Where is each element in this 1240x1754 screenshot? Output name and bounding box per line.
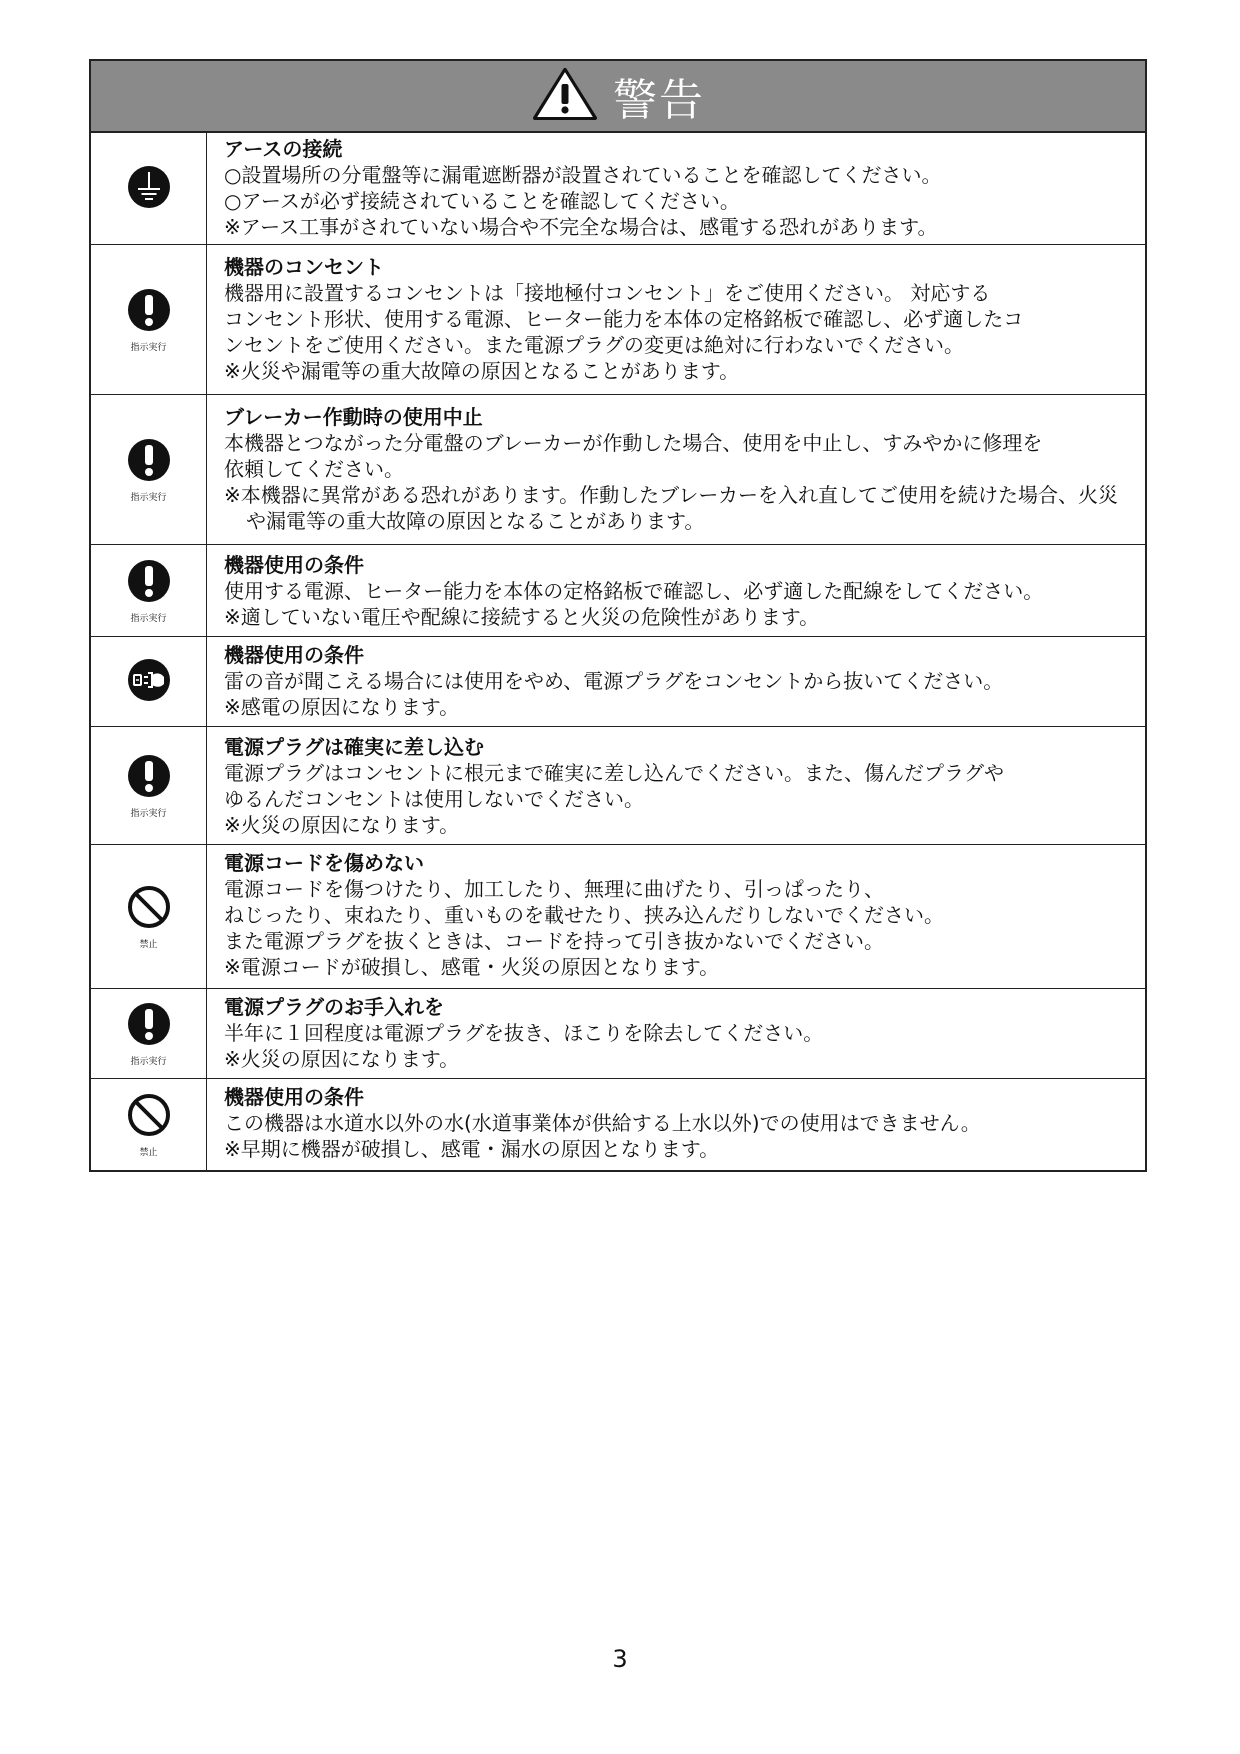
item-title: ブレーカー作動時の使用中止 xyxy=(224,405,483,429)
item-title: 電源プラグは確実に差し込む xyxy=(224,735,484,759)
item-note: ※火災の原因になります。 xyxy=(224,813,460,837)
warning-row xyxy=(91,844,1145,988)
prohibition-icon xyxy=(126,1092,172,1142)
item-line: ○アースが必ず接続されていることを確認してください。 xyxy=(224,189,740,213)
row-text-cell xyxy=(207,989,1145,1078)
mandatory-action-icon xyxy=(126,287,172,337)
warning-header xyxy=(91,61,1145,133)
row-text-cell xyxy=(207,1079,1145,1170)
row-text-cell xyxy=(207,845,1145,988)
item-line: 雷の音が聞こえる場合には使用をやめ、電源プラグをコンセントから抜いてください。 xyxy=(224,669,1004,693)
icon-caption: 禁止 xyxy=(139,1147,158,1158)
icon-caption: 禁止 xyxy=(139,939,158,950)
warning-row xyxy=(91,988,1145,1078)
row-icon-cell xyxy=(91,845,207,988)
item-note: ※適していない電圧や配線に接続すると火災の危険性があります。 xyxy=(224,605,820,629)
warning-row xyxy=(91,544,1145,636)
row-icon-cell xyxy=(91,1079,207,1170)
ground-icon xyxy=(126,164,172,214)
item-note: ※電源コードが破損し、感電・火災の原因となります。 xyxy=(224,955,720,979)
prohibition-icon xyxy=(126,884,172,934)
warning-triangle-icon xyxy=(531,66,599,126)
warning-row xyxy=(91,133,1145,244)
row-text-cell xyxy=(207,637,1145,726)
item-line: ○設置場所の分電盤等に漏電遮断器が設置されていることを確認してください。 xyxy=(224,163,942,187)
item-line: コンセント形状、使用する電源、ヒーター能力を本体の定格銘板で確認し、必ず適したコ xyxy=(224,307,1024,331)
item-note: ※本機器に異常がある恐れがあります。作動したブレーカーを入れ直してご使用を続けた場合、火災や漏電等の重大故障の原因となることがあります。 xyxy=(224,483,1118,533)
icon-caption: 指示実行 xyxy=(130,613,167,624)
warning-row xyxy=(91,726,1145,844)
icon-caption: 指示実行 xyxy=(130,492,167,503)
warning-table xyxy=(89,59,1147,1172)
item-line: 半年に１回程度は電源プラグを抜き、ほこりを除去してください。 xyxy=(224,1021,824,1045)
row-icon-cell xyxy=(91,545,207,636)
item-title: 機器のコンセント xyxy=(224,255,384,279)
mandatory-action-icon xyxy=(126,437,172,487)
row-icon-cell xyxy=(91,245,207,394)
item-line: 使用する電源、ヒーター能力を本体の定格銘板で確認し、必ず適した配線をしてください。 xyxy=(224,579,1044,603)
item-line: 電源コードを傷つけたり、加工したり、無理に曲げたり、引っぱったり、 xyxy=(224,877,884,901)
icon-caption: 指示実行 xyxy=(130,808,167,819)
item-title: 電源プラグのお手入れを xyxy=(224,995,444,1019)
unplug-icon xyxy=(126,657,172,707)
item-title: アースの接続 xyxy=(224,137,343,161)
item-title: 機器使用の条件 xyxy=(224,553,364,577)
row-text-cell xyxy=(207,545,1145,636)
icon-caption: 指示実行 xyxy=(130,1056,167,1067)
item-note: ※火災や漏電等の重大故障の原因となることがあります。 xyxy=(224,359,740,383)
icon-caption: 指示実行 xyxy=(130,342,167,353)
row-text-cell xyxy=(207,395,1145,544)
item-title: 機器使用の条件 xyxy=(224,643,364,667)
row-icon-cell xyxy=(91,395,207,544)
row-icon-cell xyxy=(91,637,207,726)
item-line: ねじったり、束ねたり、重いものを載せたり、挟み込んだりしないでください。 xyxy=(224,903,944,927)
warning-row xyxy=(91,1078,1145,1170)
item-note: ※アース工事がされていない場合や不完全な場合は、感電する恐れがあります。 xyxy=(224,215,938,239)
item-note: ※早期に機器が破損し、感電・漏水の原因となります。 xyxy=(224,1137,720,1161)
row-text-cell xyxy=(207,133,1145,244)
item-line: また電源プラグを抜くときは、コードを持って引き抜かないでください。 xyxy=(224,929,884,953)
item-line: ゆるんだコンセントは使用しないでください。 xyxy=(224,787,644,811)
item-title: 機器使用の条件 xyxy=(224,1085,364,1109)
page-number: 3 xyxy=(612,1645,628,1673)
item-line: ンセントをご使用ください。また電源プラグの変更は絶対に行わないでください。 xyxy=(224,333,964,357)
item-line: 依頼してください。 xyxy=(224,457,404,481)
row-icon-cell xyxy=(91,727,207,844)
mandatory-action-icon xyxy=(126,1001,172,1051)
row-icon-cell xyxy=(91,989,207,1078)
item-line: 電源プラグはコンセントに根元まで確実に差し込んでください。また、傷んだプラグや xyxy=(224,761,1004,785)
warning-row xyxy=(91,394,1145,544)
item-line: 本機器とつながった分電盤のブレーカーが作動した場合、使用を中止し、すみやかに修理を xyxy=(224,431,1043,455)
item-note: ※感電の原因になります。 xyxy=(224,695,460,719)
warning-row xyxy=(91,636,1145,726)
warning-title: 警告 xyxy=(613,75,705,126)
item-note: ※火災の原因になります。 xyxy=(224,1047,460,1071)
item-title: 電源コードを傷めない xyxy=(224,851,424,875)
mandatory-action-icon xyxy=(126,558,172,608)
item-line: 機器用に設置するコンセントは「接地極付コンセント」をご使用ください。 対応する xyxy=(224,281,991,305)
row-text-cell xyxy=(207,727,1145,844)
row-icon-cell xyxy=(91,133,207,244)
warning-row xyxy=(91,244,1145,394)
row-text-cell xyxy=(207,245,1145,394)
warning-items xyxy=(91,133,1145,1170)
item-line: この機器は水道水以外の水(水道事業体が供給する上水以外)での使用はできません。 xyxy=(224,1111,981,1135)
mandatory-action-icon xyxy=(126,753,172,803)
